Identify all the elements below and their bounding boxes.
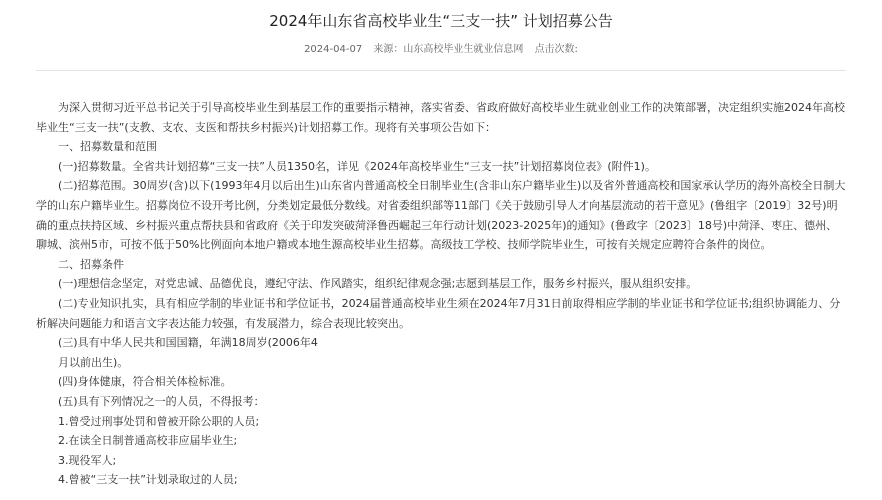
paragraph-scope: (二)招募范围。30周岁(含)以下(1993年4月以后出生)山东省内普通高校全日制毕业生(含非山东户籍毕业生)以及省外普通高校和国家承认学历的海外高校全日制大学的山东户籍毕业生。招募岗位不设开考比例，分类划定最低分数线。对省委组织部等11部门《关于鼓励引导人才向基层流动的若干意见》(鲁组字〔2019〕32号)明确的重点扶持区域、乡村振兴重点帮扶县和省政府《关于印发突破菏泽鲁西崛起三年行动计划(2023-2025年)的通知》(鲁政字〔2023〕18号)中菏泽、枣庄、德州、聊城、滨州5市，可按不低于50%比例面向本地户籍或本地生源高校毕业生招募。高级技工学校、技师学院毕业生，可按有关规定应聘符合条件的岗位。 bbox=[36, 179, 846, 252]
condition-1: (一)理想信念坚定，对党忠诚、品德优良，遵纪守法、作风踏实，组织纪律观念强;志愿到基层工作，服务乡村振兴，服从组织安排。 bbox=[58, 277, 698, 291]
condition-2: (二)专业知识扎实，具有相应学制的毕业证书和学位证书，2024届普通高校毕业生须在2024年7月31日前取得相应学制的毕业证书和学位证书;组织协调能力、分析解决问题能力和语言文字表达能力较强，有发展潜力，综合表现比较突出。 bbox=[36, 296, 841, 330]
page-title: 2024年山东省高校毕业生“三支一扶” 计划招募公告 bbox=[269, 12, 613, 30]
exclusion-item: 2.在读全日制普通高校非应届毕业生; bbox=[58, 434, 238, 448]
exclusion-item: 3.现役军人; bbox=[58, 453, 117, 467]
condition-3-line-1: (三)具有中华人民共和国国籍，年满18周岁(2006年4 bbox=[58, 336, 318, 350]
article-meta bbox=[0, 43, 882, 57]
condition-5: (五)具有下列情况之一的人员，不得报考： bbox=[58, 394, 265, 408]
exclusion-item: 4.曾被“三支一扶”计划录取过的人员; bbox=[58, 473, 238, 487]
article-body bbox=[36, 98, 848, 490]
click-count: 点击次数: bbox=[534, 44, 578, 55]
condition-3-line-2: 月以前出生)。 bbox=[58, 355, 129, 369]
title-divider bbox=[36, 70, 846, 71]
publish-date: 2024-04-07 bbox=[304, 44, 363, 55]
paragraph-quantity: (一)招募数量。全省共计划招募“三支一扶”人员1350名，详见《2024年高校毕业生“三支一扶”计划招募岗位表》(附件1)。 bbox=[58, 159, 656, 173]
intro-paragraph: 为深入贯彻习近平总书记关于引导高校毕业生到基层工作的重要指示精神，落实省委、省政府做好高校毕业生就业创业工作的决策部署，决定组织实施2024年高校毕业生“三支一扶”(支教、支农、支医和帮扶乡村振兴)计划招募工作。现将有关事项公告如下： bbox=[36, 101, 845, 134]
source-link[interactable]: 来源：山东高校毕业生就业信息网 bbox=[373, 44, 524, 55]
exclusion-item: 1.曾受过刑事处罚和曾被开除公职的人员; bbox=[58, 414, 260, 428]
section-heading-conditions: 二、招募条件 bbox=[58, 257, 124, 271]
condition-4: (四)身体健康，符合相关体检标准。 bbox=[58, 375, 232, 389]
section-heading-scope: 一、招募数量和范围 bbox=[58, 140, 157, 154]
